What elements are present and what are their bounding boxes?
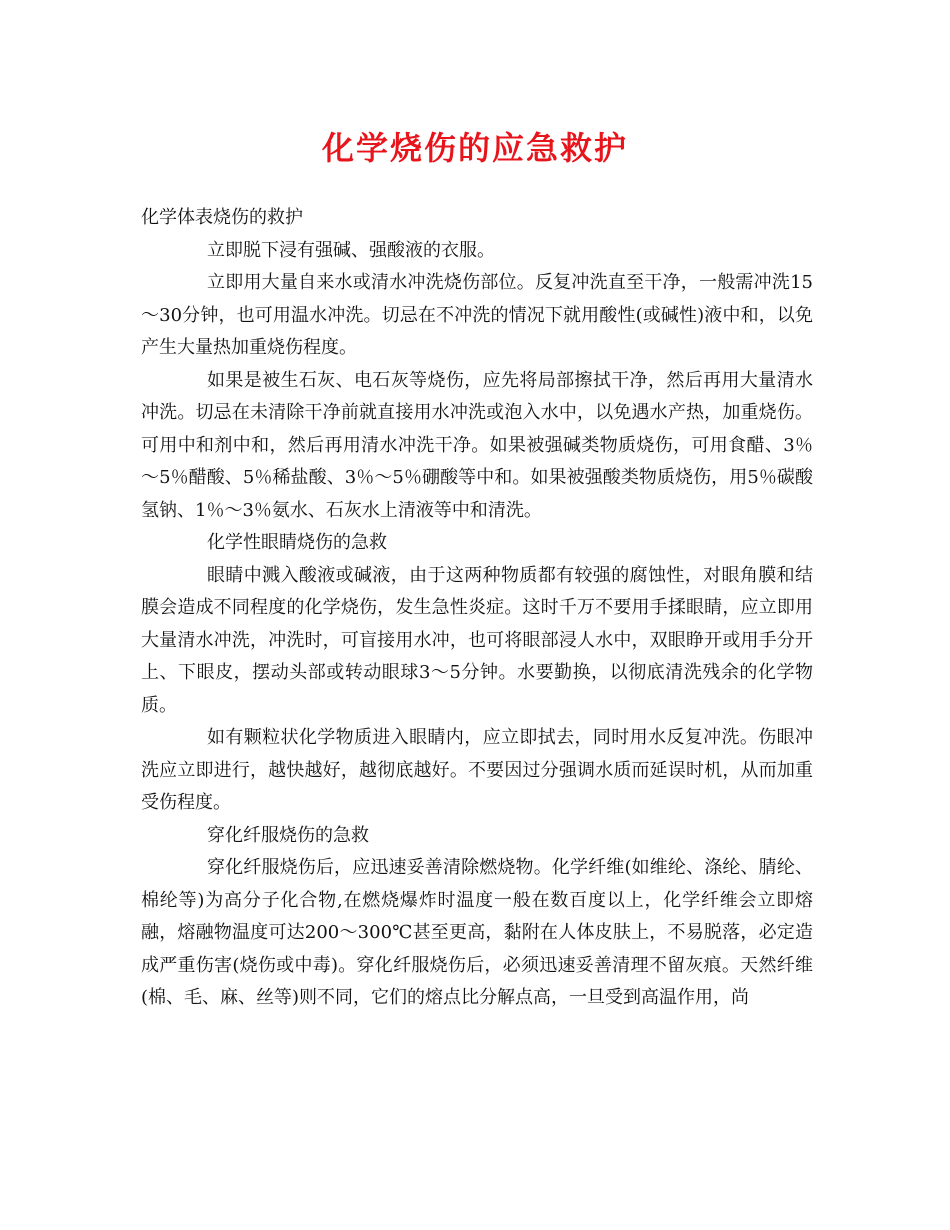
- section-heading: 化学体表烧伤的救护: [141, 207, 303, 228]
- body-paragraph: 立即用大量自来水或清水冲洗烧伤部位。反复冲洗直至干净，一般需冲洗15～30分钟，也可用温水冲洗。切忌在不冲洗的情况下就用酸性(或碱性)液中和，以免产生大量热加重烧伤程度。: [141, 272, 813, 358]
- document-body: [141, 202, 813, 1015]
- body-paragraph: 眼睛中溅入酸液或碱液，由于这两种物质都有较强的腐蚀性，对眼角膜和结膜会造成不同程度的化学烧伤，发生急性炎症。这时千万不要用手揉眼睛，应立即用大量清水冲洗，冲洗时，可盲接用水冲，也可将眼部浸人水中，双眼睁开或用手分开上、下眼皮，摆动头部或转动眼球3～5分钟。水要勤换，以彻底清洗残余的化学物质。: [141, 564, 813, 716]
- body-paragraph: 如有颗粒状化学物质进入眼睛内，应立即拭去，同时用水反复冲洗。伤眼冲洗应立即进行，越快越好，越彻底越好。不要因过分强调水质而延误时机，从而加重受伤程度。: [141, 727, 813, 813]
- body-paragraph: 立即脱下浸有强碱、强酸液的衣服。: [207, 239, 495, 261]
- body-paragraph: 穿化纤服烧伤后，应迅速妥善清除燃烧物。化学纤维(如维纶、涤纶、腈纶、棉纶等)为高分子化合物,在燃烧爆炸时温度一般在数百度以上，化学纤维会立即熔融，熔融物温度可达200～300℃甚至更高，黏附在人体皮肤上，不易脱落，必定造成严重伤害(烧伤或中毒)。穿化纤服烧伤后，必须迅速妥善清理不留灰痕。天然纤维(棉、毛、麻、丝等)则不同，它们的熔点比分解点高，一旦受到高温作用，尚: [141, 857, 813, 1008]
- document-title: 化学烧伤的应急救护: [321, 129, 628, 167]
- section-heading: 穿化纤服烧伤的急救: [207, 824, 369, 846]
- body-paragraph: 如果是被生石灰、电石灰等烧伤，应先将局部擦拭干净，然后再用大量清水冲洗。切忌在未清除干净前就直接用水冲洗或泡入水中，以免遇水产热，加重烧伤。可用中和剂中和，然后再用清水冲洗干净。如果被强碱类物质烧伤，可用食醋、3％～5％醋酸、5％稀盐酸、3％～5％硼酸等中和。如果被强酸类物质烧伤，用5％碳酸氢钠、1％～3％氨水、石灰水上清液等中和清洗。: [141, 369, 813, 521]
- section-heading: 化学性眼睛烧伤的急救: [207, 532, 387, 553]
